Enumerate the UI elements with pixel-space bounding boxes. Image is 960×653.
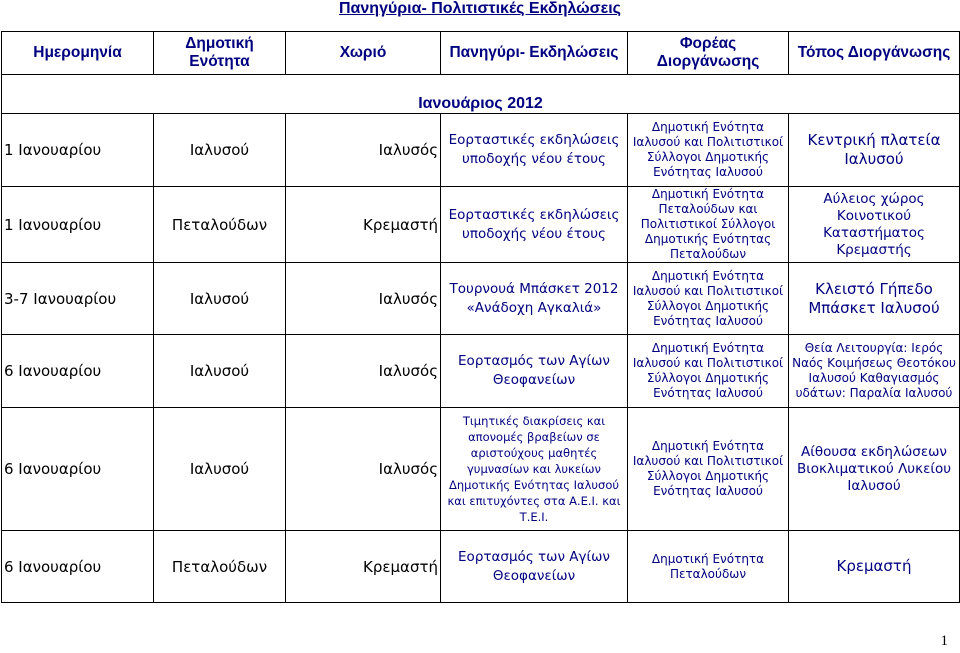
table-row [2, 114, 960, 187]
cell-organizer: Δημοτική Ενότητα Ιαλυσού και Πολιτιστικοί Σύλλογοι Δημοτικής Ενότητας Ιαλυσού [628, 335, 789, 408]
cell-village: Κρεμαστή [286, 187, 441, 263]
cell-venue: Κρεμαστή [789, 531, 960, 603]
month-cell [2, 75, 960, 114]
cell-date: 3-7 Ιανουαρίου [2, 263, 154, 335]
cell-municipal-unit: Ιαλυσού [154, 114, 286, 187]
cell-village: Ιαλυσός [286, 263, 441, 335]
table-row [2, 408, 960, 531]
table-row [2, 263, 960, 335]
cell-venue: Κλειστό Γήπεδο Μπάσκετ Ιαλυσού [789, 263, 960, 335]
cell-date: 6 Ιανουαρίου [2, 408, 154, 531]
cell-event: Εορταστικές εκδηλώσεις υποδοχής νέου έτους [441, 187, 628, 263]
cell-organizer: Δημοτική Ενότητα Ιαλυσού και Πολιτιστικοί Σύλλογοι Δημοτικής Ενότητας Ιαλυσού [628, 263, 789, 335]
table-row [2, 531, 960, 603]
cell-venue: Θεία Λειτουργία: Ιερός Ναός Κοιμήσεως Θεοτόκου Ιαλυσού Καθαγιασμός υδάτων: Παραλία Ιαλυσού [789, 335, 960, 408]
events-table [1, 31, 960, 603]
header-venue: Τόπος Διοργάνωσης [789, 32, 960, 75]
cell-event: Εορτασμός των Αγίων Θεοφανείων [441, 531, 628, 603]
table-row [2, 187, 960, 263]
cell-municipal-unit: Πεταλούδων [154, 187, 286, 263]
cell-venue: Αύλειος χώρος Κοινοτικού Καταστήματος Κρεμαστής [789, 187, 960, 263]
header-organizer: Φορέας Διοργάνωσης [628, 32, 789, 75]
month-row [2, 75, 960, 114]
cell-organizer: Δημοτική Ενότητα Πεταλούδων και Πολιτιστικοί Σύλλογοι Δημοτικής Ενότητας Πεταλούδων [628, 187, 789, 263]
document-title: Πανηγύρια- Πολιτιστικές Εκδηλώσεις [339, 0, 621, 17]
cell-venue: Κεντρική πλατεία Ιαλυσού [789, 114, 960, 187]
cell-village: Ιαλυσός [286, 408, 441, 531]
cell-organizer: Δημοτική Ενότητα Ιαλυσού και Πολιτιστικοί Σύλλογοι Δημοτικής Ενότητας Ιαλυσού [628, 408, 789, 531]
cell-village: Κρεμαστή [286, 531, 441, 603]
header-event: Πανηγύρι- Εκδηλώσεις [441, 32, 628, 75]
header-date: Ημερομηνία [2, 32, 154, 75]
cell-municipal-unit: Ιαλυσού [154, 408, 286, 531]
cell-village: Ιαλυσός [286, 114, 441, 187]
cell-date: 6 Ιανουαρίου [2, 531, 154, 603]
header-village: Χωριό [286, 32, 441, 75]
cell-organizer: Δημοτική Ενότητα Ιαλυσού και Πολιτιστικοί Σύλλογοι Δημοτικής Ενότητας Ιαλυσού [628, 114, 789, 187]
cell-event: Εορταστικές εκδηλώσεις υποδοχής νέου έτους [441, 114, 628, 187]
cell-event: Τουρνουά Μπάσκετ 2012 «Ανάδοχη Αγκαλιά» [441, 263, 628, 335]
cell-date: 6 Ιανουαρίου [2, 335, 154, 408]
cell-municipal-unit: Ιαλυσού [154, 335, 286, 408]
cell-event: Εορτασμός των Αγίων Θεοφανείων [441, 335, 628, 408]
table-header-row [2, 32, 960, 75]
cell-municipal-unit: Ιαλυσού [154, 263, 286, 335]
page-number: 1 [940, 633, 948, 649]
month-label: Ιανουάριος 2012 [418, 95, 543, 112]
cell-date: 1 Ιανουαρίου [2, 187, 154, 263]
cell-municipal-unit: Πεταλούδων [154, 531, 286, 603]
cell-date: 1 Ιανουαρίου [2, 114, 154, 187]
cell-organizer: Δημοτική Ενότητα Πεταλούδων [628, 531, 789, 603]
cell-event: Τιμητικές διακρίσεις και απονομές βραβείων σε αριστούχους μαθητές γυμνασίων και λυκείων Δημοτικής Ενότητας Ιαλυσού και επιτυχόντες στα Α.Ε.Ι. και Τ.Ε.Ι. [441, 408, 628, 531]
table-row [2, 335, 960, 408]
header-municipal-unit: Δημοτική Ενότητα [154, 32, 286, 75]
cell-village: Ιαλυσός [286, 335, 441, 408]
cell-venue: Αίθουσα εκδηλώσεων Βιοκλιματικού Λυκείου Ιαλυσού [789, 408, 960, 531]
